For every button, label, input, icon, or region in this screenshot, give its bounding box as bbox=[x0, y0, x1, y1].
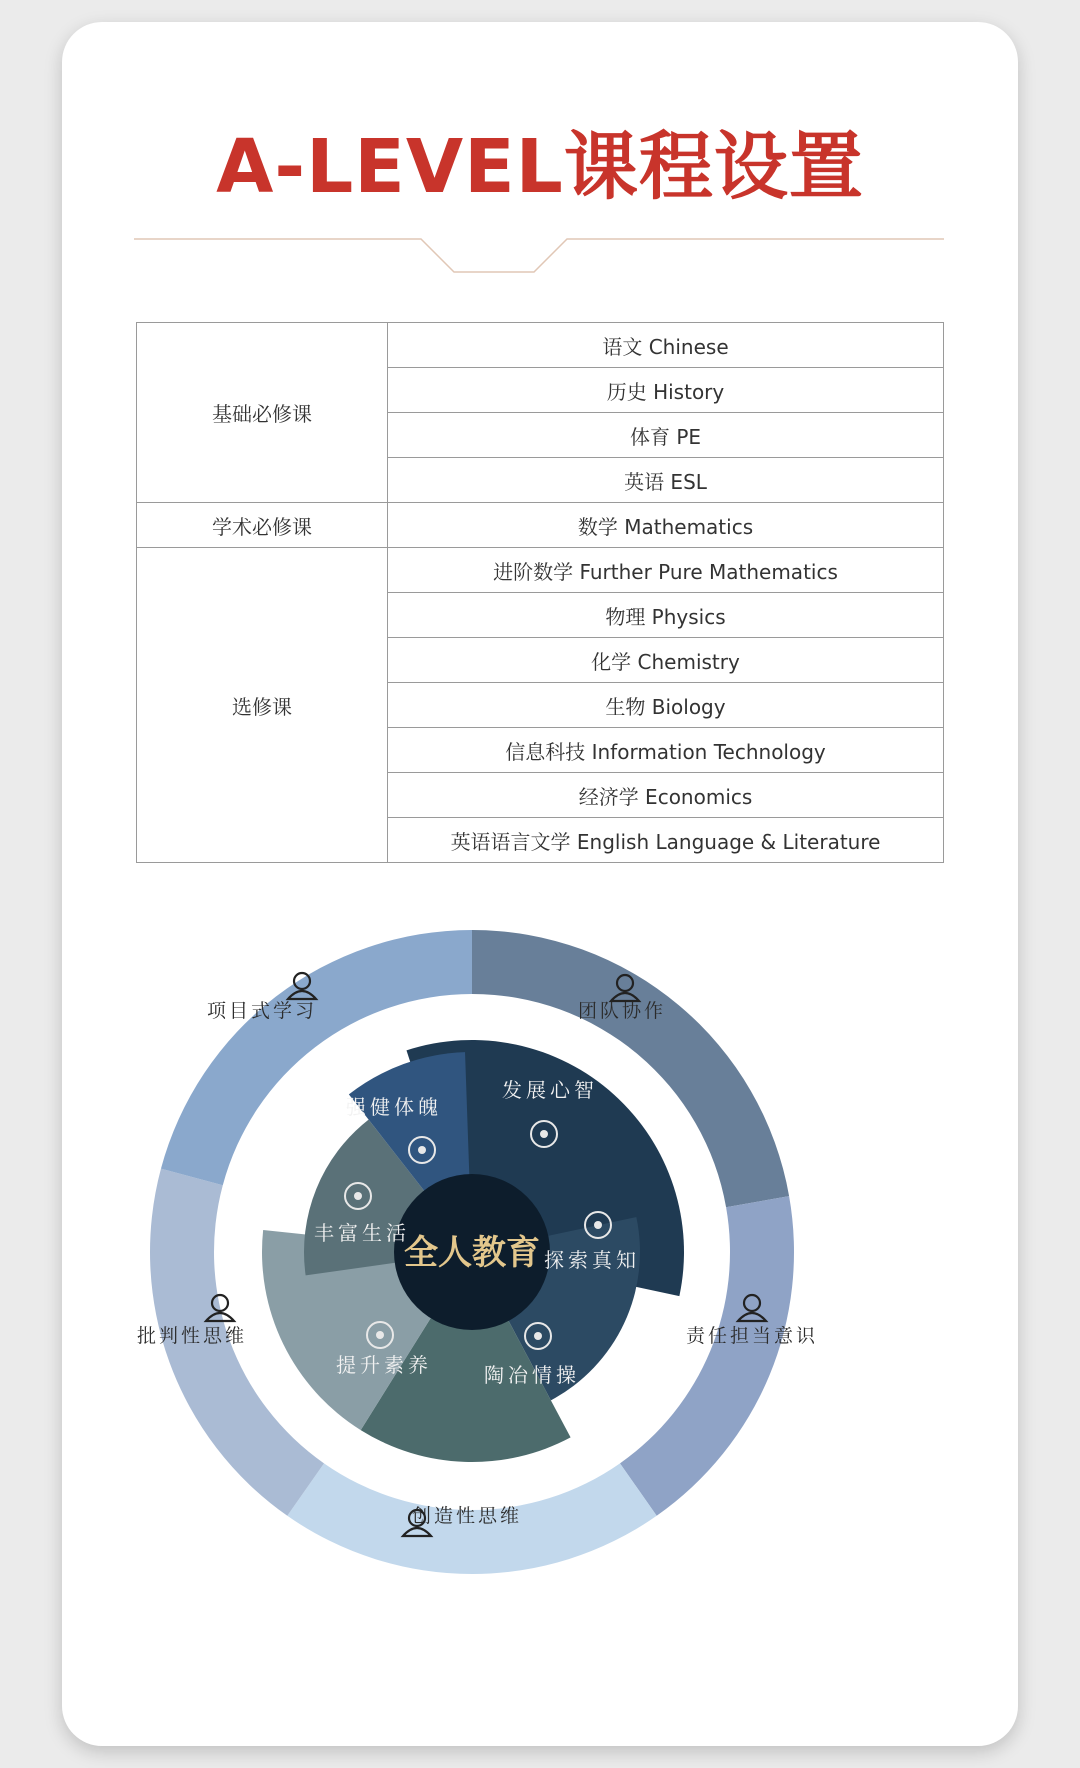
course-cell: 英语语言文学 English Language & Literature bbox=[388, 818, 944, 863]
content-card bbox=[62, 22, 1018, 1746]
course-cell: 化学 Chemistry bbox=[388, 638, 944, 683]
whole-person-education-wheel bbox=[62, 922, 1018, 1702]
outer-label: 项目式学习 bbox=[206, 1000, 318, 1022]
table-row bbox=[137, 323, 944, 368]
course-cell: 历史 History bbox=[388, 368, 944, 413]
inner-label: 发展心智 bbox=[502, 1078, 598, 1102]
course-cell: 生物 Biology bbox=[388, 683, 944, 728]
category-cell: 选修课 bbox=[137, 548, 388, 863]
table-row bbox=[137, 503, 944, 548]
page-title: A-LEVEL课程设置 bbox=[216, 124, 864, 210]
inner-label: 提升素养 bbox=[336, 1353, 432, 1377]
course-cell: 进阶数学 Further Pure Mathematics bbox=[388, 548, 944, 593]
table-row bbox=[137, 548, 944, 593]
outer-label: 责任担当意识 bbox=[685, 1325, 819, 1347]
course-cell: 英语 ESL bbox=[388, 458, 944, 503]
outer-label: 团队协作 bbox=[577, 1000, 667, 1022]
category-cell: 基础必修课 bbox=[137, 323, 388, 503]
course-table bbox=[136, 322, 944, 863]
course-cell: 信息科技 Information Technology bbox=[388, 728, 944, 773]
category-cell: 学术必修课 bbox=[137, 503, 388, 548]
center-label: 全人教育 bbox=[404, 1233, 540, 1273]
inner-label: 陶冶情操 bbox=[484, 1363, 580, 1387]
outer-label: 创造性思维 bbox=[411, 1505, 523, 1527]
course-cell: 经济学 Economics bbox=[388, 773, 944, 818]
course-cell: 数学 Mathematics bbox=[388, 503, 944, 548]
inner-label: 强健体魄 bbox=[346, 1095, 442, 1119]
course-cell: 语文 Chinese bbox=[388, 323, 944, 368]
inner-label: 探索真知 bbox=[544, 1248, 640, 1272]
course-cell: 物理 Physics bbox=[388, 593, 944, 638]
title-divider bbox=[134, 234, 944, 304]
outer-label: 批判性思维 bbox=[136, 1325, 248, 1347]
course-cell: 体育 PE bbox=[388, 413, 944, 458]
inner-label: 丰富生活 bbox=[314, 1221, 410, 1245]
